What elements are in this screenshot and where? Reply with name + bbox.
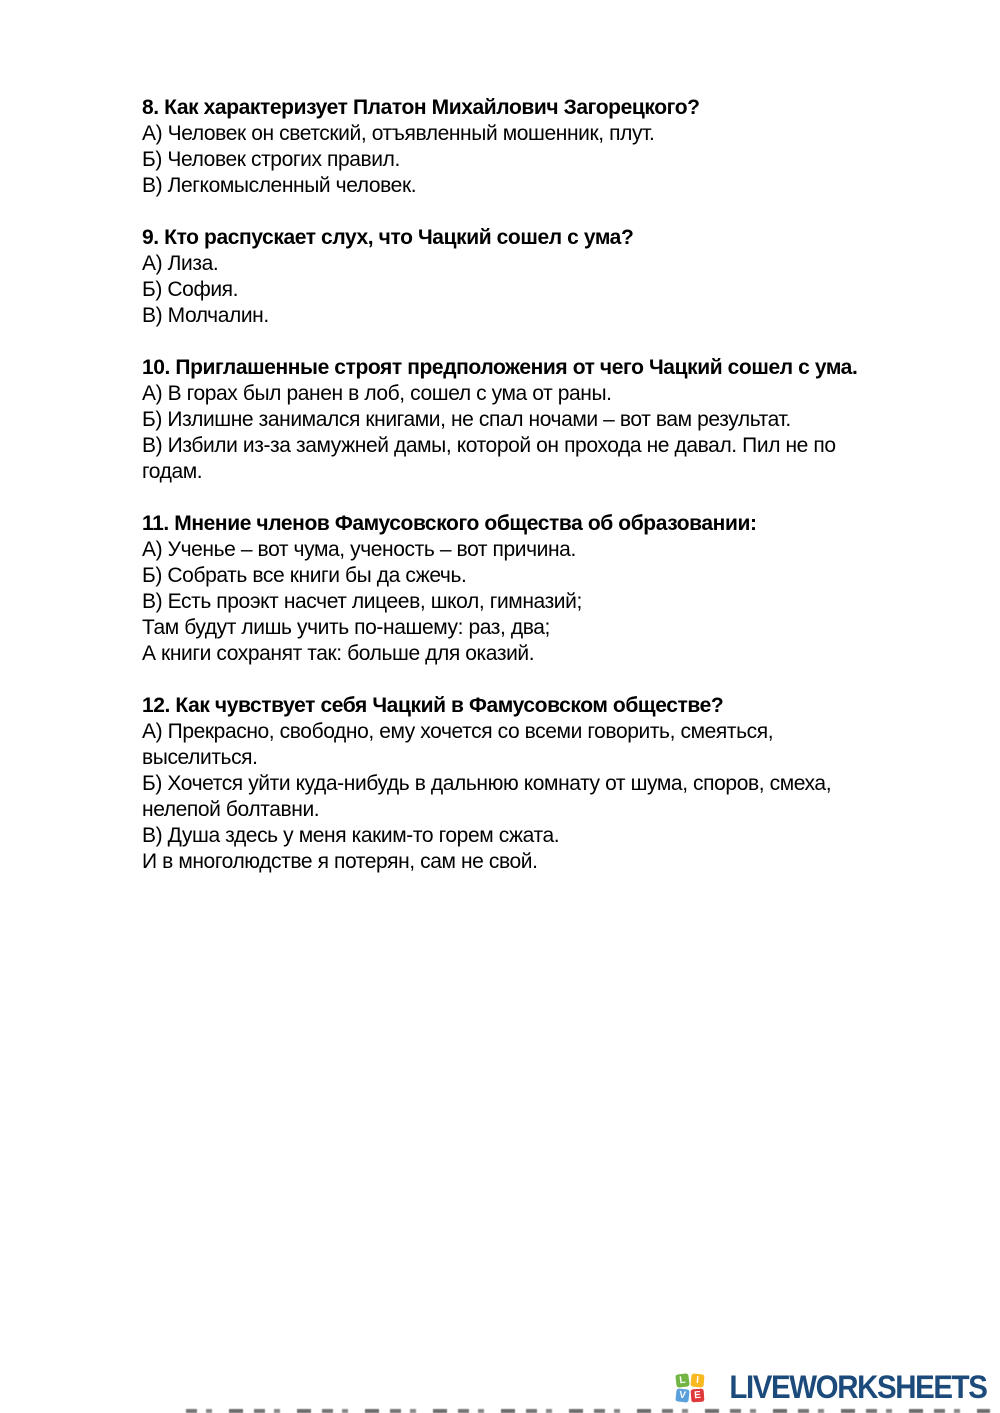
- answer-line: годам.: [142, 460, 203, 483]
- answer-line: нелепой болтавни.: [142, 798, 320, 821]
- question-block: [142, 95, 970, 199]
- answer-line: А) Лиза.: [142, 252, 219, 275]
- answer-line: Б) София.: [142, 278, 239, 301]
- answer-line: В) Молчалин.: [142, 304, 269, 327]
- question-title: 9. Кто распускает слух, что Чацкий сошел с ума?: [142, 226, 634, 249]
- answer-line: Б) Собрать все книги бы да сжечь.: [142, 564, 467, 587]
- logo-tile-e: E: [690, 1388, 704, 1402]
- answer-line: В) Легкомысленный человек.: [142, 174, 417, 197]
- answer-line: выселиться.: [142, 746, 258, 769]
- answer-line: Б) Хочется уйти куда-нибудь в дальнюю комнату от шума, споров, смеха,: [142, 772, 832, 795]
- answer-line: И в многолюдстве я потерян, сам не свой.: [142, 850, 538, 873]
- answer-line: Б) Излишне занимался книгами, не спал ночами – вот вам результат.: [142, 408, 791, 431]
- answer-line: А) Человек он светский, отъявленный мошенник, плут.: [142, 122, 655, 145]
- question-title: 10. Приглашенные строят предположения от чего Чацкий сошел с ума.: [142, 356, 858, 379]
- question-block: [142, 511, 970, 667]
- liveworksheets-logo[interactable]: [676, 1369, 986, 1406]
- liveworksheets-tiles-icon: [676, 1374, 704, 1402]
- question-title: 11. Мнение членов Фамусовского общества об образовании:: [142, 512, 757, 535]
- answer-line: А книги сохранят так: больше для оказий.: [142, 642, 535, 665]
- next-page-text-fragment: [186, 1409, 990, 1413]
- logo-tile-l: L: [675, 1373, 689, 1387]
- logo-tile-v: V: [675, 1388, 689, 1402]
- question-title: 12. Как чувствует себя Чацкий в Фамусовском обществе?: [142, 694, 724, 717]
- answer-line: Б) Человек строгих правил.: [142, 148, 400, 171]
- question-block: [142, 693, 970, 875]
- quiz-content: [142, 95, 970, 875]
- answer-line: В) Избили из-за замужней дамы, которой он прохода не давал. Пил не по: [142, 434, 836, 457]
- answer-line: А) Прекрасно, свободно, ему хочется со всеми говорить, смеяться,: [142, 720, 774, 743]
- liveworksheets-wordmark: LIVEWORKSHEETS: [728, 1369, 986, 1405]
- logo-tile-i: I: [690, 1373, 704, 1387]
- answer-line: В) Есть проэкт насчет лицеев, школ, гимназий;: [142, 590, 582, 613]
- question-title: 8. Как характеризует Платон Михайлович Загорецкого?: [142, 96, 700, 119]
- answer-line: В) Душа здесь у меня каким-то горем сжата.: [142, 824, 560, 847]
- answer-line: А) Ученье – вот чума, ученость – вот причина.: [142, 538, 576, 561]
- answer-line: А) В горах был ранен в лоб, сошел с ума от раны.: [142, 382, 612, 405]
- question-block: [142, 225, 970, 329]
- question-block: [142, 355, 970, 485]
- answer-line: Там будут лишь учить по-нашему: раз, два;: [142, 616, 550, 639]
